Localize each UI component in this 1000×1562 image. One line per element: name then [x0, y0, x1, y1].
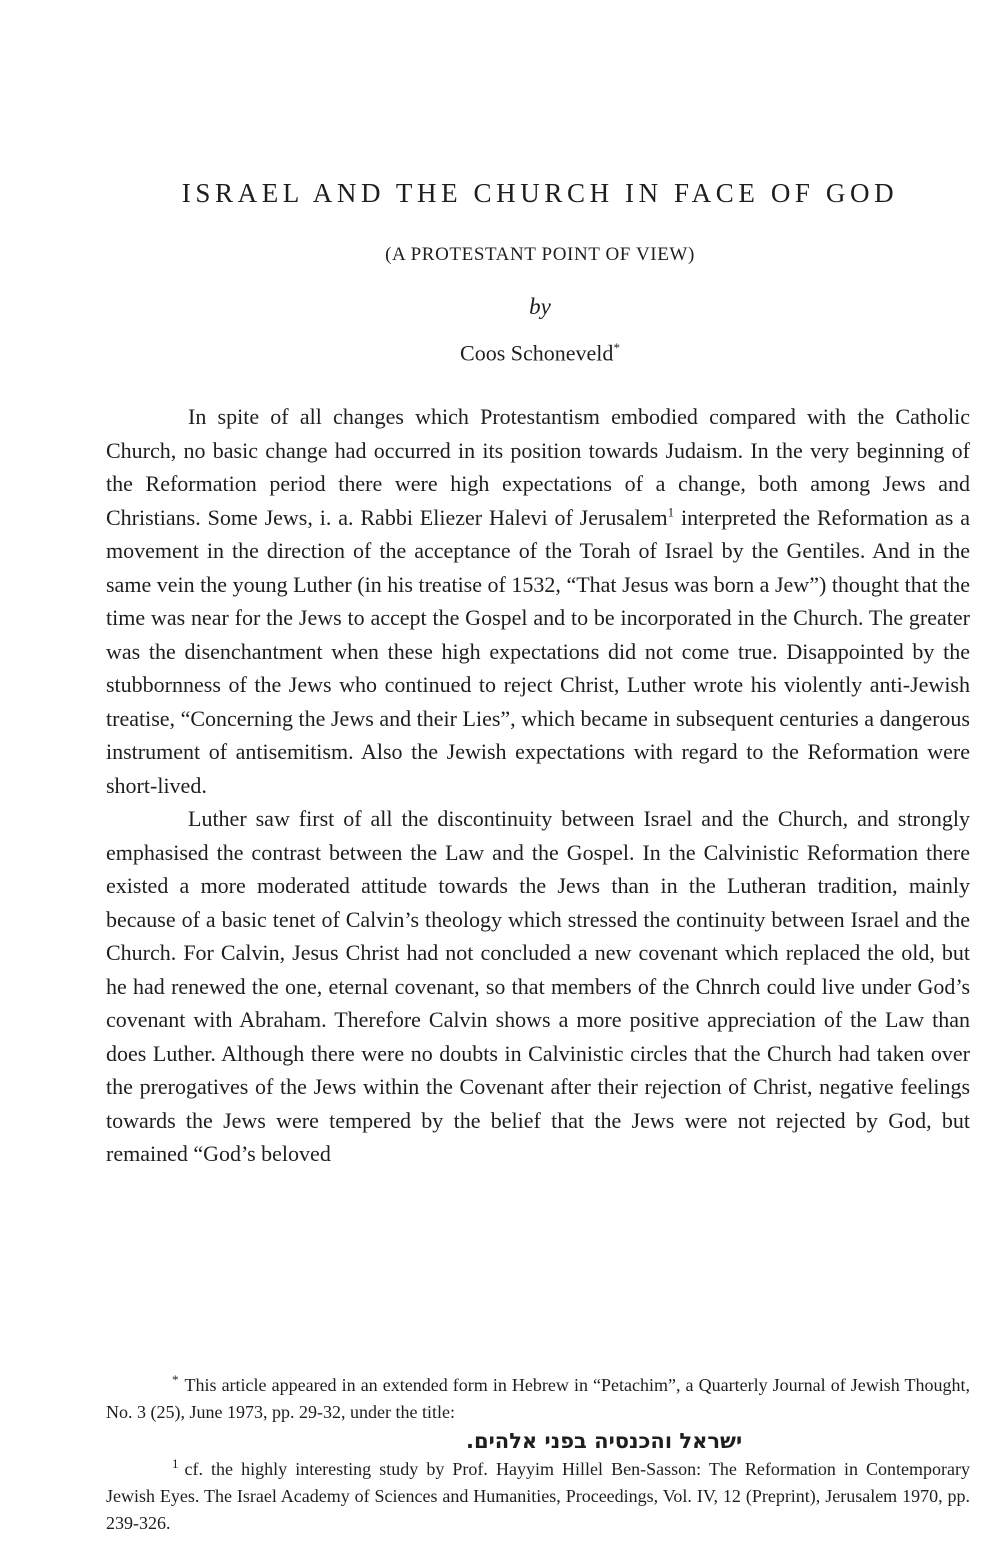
byline-word: by — [529, 294, 551, 319]
footnote-star — [106, 1372, 970, 1426]
hebrew-title: ישראל והכנסיה בפני אלהים. — [466, 1429, 743, 1453]
footnote-1-mark: 1 — [172, 1456, 179, 1471]
author-name-text: Coos Schoneveld — [460, 340, 614, 366]
footnotes — [106, 1372, 970, 1537]
article-title: ISRAEL AND THE CHURCH IN FACE OF GOD — [181, 178, 899, 208]
paragraph-1-text-b: interpreted the Reformation as a movement in the direction of the acceptance of the Torah of Israel by the Gentiles. And in the same vein the young Luther (in his treatise of 1532, “That Jesus was born a Jew”) thought that the time was near for the Jews to accept the Gospel and to be incorporated in the Church. The greater was the disenchantment when these high expectations did not come true. Disappointed by the stubbornness of the Jews who continued to reject Christ, Luther wrote his violently anti-Jewish treatise, “Concerning the Jews and their Lies”, which became in subsequent centuries a dangerous instrument of antisemitism. Also the Jewish expectations with regard to the Reformation were short-lived. — [106, 504, 970, 798]
author-name — [108, 340, 972, 366]
footnote-1 — [106, 1456, 970, 1537]
paragraph-1 — [106, 400, 970, 802]
footnote-star-text: This article appeared in an extended form in Hebrew in “Petachim”, a Quarterly Journal of Jewish Thought, No. 3 (25), June 1973, pp. 29-32, under the title: — [106, 1375, 970, 1422]
paragraph-1-text-a: In spite of all changes which Protestantism embodied compared with the Catholic Church, no basic change had occurred in its position towards Judaism. In the very beginning of the Reformation period there were high expectations of a change, both among Jews and Christians. Some Jews, i. a. Rabbi Eliezer Halevi of Jerusalem — [106, 404, 970, 530]
footnote-1-text: cf. the highly interesting study by Prof. Hayyim Hillel Ben-Sasson: The Reformation in Contemporary Jewish Eyes. The Israel Academy of Sciences and Humanities, Proceedings, Vol. IV, 12 (Preprint), Jerusalem 1970, pp. 239-326. — [106, 1459, 970, 1533]
footnote-ref-1: 1 — [667, 504, 675, 520]
author-footnote-mark: * — [613, 340, 620, 355]
paragraph-2: Luther saw first of all the discontinuity between Israel and the Church, and strongly emphasised the contrast between the Law and the Gospel. In the Calvinistic Reformation there existed a more moderated attitude towards the Jews than in the Lutheran tradition, mainly because of a basic tenet of Calvin’s theology which stressed the continuity between Israel and the Church. For Calvin, Jesus Christ had not concluded a new covenant which replaced the old, but he had renewed the one, eternal covenant, so that members of the Chnrch could live under God’s covenant with Abraham. Therefore Calvin shows a more positive appreciation of the Law than does Luther. Although there were no doubts in Calvinistic circles that the Church had taken over the prerogatives of the Jews within the Covenant after their rejection of Christ, negative feelings towards the Jews were tempered by the belief that the Jews were not rejected by God, but remained “God’s beloved — [106, 806, 970, 1166]
article-subtitle: (A PROTESTANT POINT OF VIEW) — [385, 244, 695, 265]
footnote-star-mark: * — [172, 1372, 179, 1387]
article-body — [106, 400, 970, 1171]
